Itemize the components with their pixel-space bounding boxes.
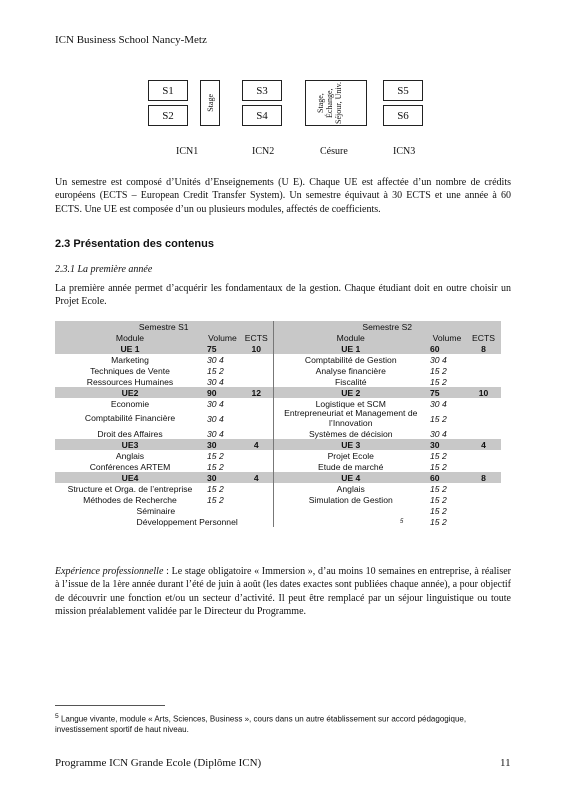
semester-s5-box: S5 xyxy=(383,80,423,101)
table-row xyxy=(55,461,501,472)
module-ects-s1 xyxy=(240,376,273,387)
module-name-s2: Projet Ecole xyxy=(327,450,374,461)
subsection-title: 2.3.1 La première année xyxy=(55,264,153,275)
ue-label-s1: UE4 xyxy=(55,472,205,483)
module-ects-s1 xyxy=(240,409,273,428)
ue-ects-s2: 8 xyxy=(466,343,501,354)
module-volume-s2: 15 2 xyxy=(430,376,447,387)
ue-ects-s2: 10 xyxy=(466,387,501,398)
table-row xyxy=(55,428,501,439)
experience-text: : Le stage obligatoire « Immersion », d’au moins 10 semaines en entreprise, à réaliser à l’issue de la 1ère année durant l’été de juin à août (les dates exactes sont publiées chaque année), a pour objectif de découvrir une fonction et/ou un secteur d’activité. Il peut être remplacé par un séjour linguistique ou toute mission préalablement validée par le Directeur du Programme. xyxy=(55,566,511,618)
module-name-s1: Marketing xyxy=(111,354,149,365)
module-name-s2: Comptabilité de Gestion xyxy=(304,354,397,365)
module-volume-s1: 15 2 xyxy=(207,483,224,494)
ue-label-s2: UE 3 xyxy=(273,439,428,450)
module-ects-s2 xyxy=(466,494,501,505)
module-volume-s1: 30 4 xyxy=(207,413,224,424)
ue-volume-s2: 75 xyxy=(428,387,466,398)
module-volume-s1: 15 2 xyxy=(207,494,224,505)
table-row xyxy=(55,376,501,387)
footnote xyxy=(55,712,515,735)
footnote-separator xyxy=(55,705,165,706)
ue-label-s2: UE 1 xyxy=(273,343,428,354)
module-volume-s2: 15 2 xyxy=(430,494,447,505)
module-volume-s2: 15 2 xyxy=(430,413,447,424)
ue-volume-s1: 30 xyxy=(205,439,240,450)
module-ects-s2 xyxy=(466,428,501,439)
table-row xyxy=(55,354,501,365)
col-volume-s2: Volume xyxy=(428,332,466,343)
module-name-s2: Anglais xyxy=(336,483,365,494)
page-header: ICN Business School Nancy-Metz xyxy=(55,34,207,46)
table-row xyxy=(55,483,501,494)
ue-label-s1: UE 1 xyxy=(55,343,205,354)
module-ects-s2 xyxy=(466,409,501,428)
cesure-box xyxy=(305,80,367,126)
module-volume-s2: 5 15 2 xyxy=(400,516,447,527)
ue-volume-s1: 75 xyxy=(205,343,240,354)
semester-s4-box: S4 xyxy=(242,105,282,126)
module-ects-s1 xyxy=(240,398,273,409)
table-row xyxy=(55,365,501,376)
module-ects-s2 xyxy=(466,354,501,365)
semester-s6-box: S6 xyxy=(383,105,423,126)
module-ects-s2 xyxy=(466,450,501,461)
label-cesure: Césure xyxy=(320,146,348,157)
module-volume-s2: 30 4 xyxy=(430,398,447,409)
module-volume-s1: 30 4 xyxy=(207,398,224,409)
ue-volume-s2: 60 xyxy=(428,472,466,483)
module-volume-s1: 15 2 xyxy=(207,450,224,461)
ue-label-s2: UE 2 xyxy=(273,387,428,398)
cesure-box-label: Stage, Échange, Séjour, Univ. xyxy=(316,81,343,125)
ue-ects-s1: 4 xyxy=(240,439,273,450)
module-ects-s1 xyxy=(240,450,273,461)
experience-label: Expérience professionnelle xyxy=(55,566,164,577)
table-row xyxy=(55,516,501,527)
semester-s1-box: S1 xyxy=(148,80,188,101)
first-year-paragraph: La première année permet d’acquérir les fondamentaux de la gestion. Chaque étudiant doit en outre choisir un Projet Ecole. xyxy=(55,283,511,308)
module-name-s2: Simulation de Gestion xyxy=(308,494,393,505)
ue-label-s1: UE2 xyxy=(55,387,205,398)
label-icn1: ICN1 xyxy=(176,146,199,157)
module-name-s2: Fiscalité xyxy=(334,376,367,387)
ue-label-s1: UE3 xyxy=(55,439,205,450)
module-ects-s2 xyxy=(466,483,501,494)
module-ects-s2 xyxy=(466,461,501,472)
label-icn2: ICN2 xyxy=(252,146,275,157)
experience-paragraph xyxy=(55,565,511,619)
module-volume-s1: 15 2 xyxy=(207,365,224,376)
module-name-s1: Conférences ARTEM xyxy=(89,461,171,472)
module-name-s2: Entrepreneuriat et Management de l’Innovation xyxy=(284,409,418,428)
module-volume-s1: 30 4 xyxy=(207,376,224,387)
intro-paragraph: Un semestre est composé d’Unités d’Enseignements (U E). Chaque UE est affectée d’un nombre de crédits européens (ECTS – European Credit Transfer System). Un semestre équivaut à 30 ECTS et une année à 60 ECTS. Une UE est composée d’un ou plusieurs modules, affectés de coefficients. xyxy=(55,177,511,215)
ue-volume-s2: 60 xyxy=(428,343,466,354)
semester-s2-box: S2 xyxy=(148,105,188,126)
ue-ects-s2: 8 xyxy=(466,472,501,483)
ue-row xyxy=(55,439,501,450)
ue-volume-s1: 30 xyxy=(205,472,240,483)
module-ects-s1 xyxy=(240,483,273,494)
module-ects-s1 xyxy=(240,365,273,376)
footnote-mark: 5 xyxy=(55,713,59,720)
table-row xyxy=(55,505,501,516)
module-ects-s1 xyxy=(240,354,273,365)
module-name-s1: Anglais xyxy=(115,450,145,461)
module-volume-s1: 30 4 xyxy=(207,354,224,365)
ue-row xyxy=(55,472,501,483)
module-ects-s1 xyxy=(240,494,273,505)
section-title: 2.3 Présentation des contenus xyxy=(55,238,214,250)
table-row xyxy=(55,450,501,461)
module-volume-s2: 15 2 xyxy=(430,450,447,461)
table-row xyxy=(55,398,501,409)
module-ects-s2 xyxy=(466,516,501,527)
module-volume-s1: 15 2 xyxy=(207,461,224,472)
stage-box xyxy=(200,80,220,126)
module-volume-s1: 30 4 xyxy=(207,428,224,439)
module-name-s2: Etude de marché xyxy=(318,461,384,472)
table-row xyxy=(55,409,501,428)
module-ects-s2 xyxy=(466,365,501,376)
module-name-s1: Structure et Orga. de l’entreprise xyxy=(67,483,193,494)
module-volume-s2: 30 4 xyxy=(430,428,447,439)
ue-row xyxy=(55,343,501,354)
ue-ects-s2: 4 xyxy=(466,439,501,450)
ue-ects-s1: 4 xyxy=(240,472,273,483)
module-ects-s1 xyxy=(240,461,273,472)
stage-label: Stage xyxy=(205,94,215,112)
column-header-row xyxy=(55,332,501,343)
col-module-s2: Module xyxy=(273,332,428,343)
module-name-s1: Droit des Affaires xyxy=(97,428,163,439)
col-ects-s2: ECTS xyxy=(466,332,501,343)
ue-ects-s1: 10 xyxy=(240,343,273,354)
module-name-s1: Comptabilité Financière xyxy=(84,412,176,423)
module-volume-s2: 30 4 xyxy=(430,354,447,365)
curriculum-table xyxy=(55,321,501,527)
table-row xyxy=(55,494,501,505)
page-number: 11 xyxy=(500,757,511,769)
semester-title-row xyxy=(55,321,501,332)
ue-volume-s1: 90 xyxy=(205,387,240,398)
semester-s3-box: S3 xyxy=(242,80,282,101)
ue-ects-s1: 12 xyxy=(240,387,273,398)
module-name-s2: Séminaire xyxy=(136,505,176,516)
semester-s2-title: Semestre S2 xyxy=(273,321,501,332)
module-volume-s2: 15 2 xyxy=(430,483,447,494)
module-name-s1: Ressources Humaines xyxy=(86,376,174,387)
label-icn3: ICN3 xyxy=(393,146,416,157)
module-ects-s2 xyxy=(466,505,501,516)
ue-row xyxy=(55,387,501,398)
ue-volume-s2: 30 xyxy=(428,439,466,450)
module-name-s2: Systèmes de décision xyxy=(308,428,393,439)
module-name-s2: Analyse financière xyxy=(315,365,386,376)
module-name-s2: Logistique et SCM xyxy=(315,398,386,409)
module-volume-s2: 15 2 xyxy=(430,461,447,472)
module-name-s1: Techniques de Vente xyxy=(90,365,170,376)
module-ects-s2 xyxy=(466,398,501,409)
col-ects-s1: ECTS xyxy=(240,332,273,343)
module-volume-s2: 15 2 xyxy=(430,365,447,376)
ue-label-s2: UE 4 xyxy=(273,472,428,483)
module-name-s2: Développement Personnel xyxy=(136,516,238,527)
module-name-s1: Méthodes de Recherche xyxy=(83,494,177,505)
page-footer: Programme ICN Grande Ecole (Diplôme ICN) xyxy=(55,757,262,769)
module-volume-s2: 15 2 xyxy=(430,505,447,516)
module-ects-s1 xyxy=(240,428,273,439)
footnote-text: Langue vivante, module « Arts, Sciences, Business », cours dans un autre établissement sur accord pédagogique, investissement sportif de haut niveau. xyxy=(55,714,467,734)
col-volume-s1: Volume xyxy=(205,332,240,343)
semester-s1-title: Semestre S1 xyxy=(55,321,273,332)
module-name-s1: Economie xyxy=(110,398,150,409)
module-ects-s2 xyxy=(466,376,501,387)
col-module-s1: Module xyxy=(55,332,205,343)
